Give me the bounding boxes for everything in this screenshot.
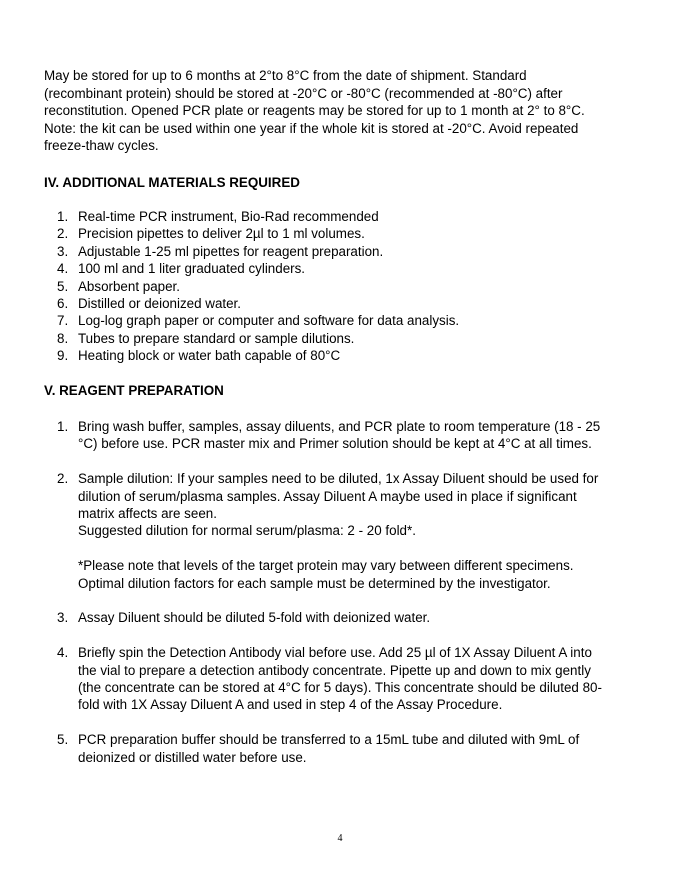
list-item-text: Sample dilution: If your samples need to be diluted, 1x Assay Diluent should be used for	[78, 471, 599, 487]
list-number: 5.	[57, 732, 69, 748]
list-item	[44, 609, 644, 626]
list-item-text: fold with 1X Assay Diluent A and used in step 4 of the Assay Procedure.	[78, 697, 503, 713]
list-item-text: deionized or distilled water before use.	[78, 749, 307, 765]
storage-line: reconstitution. Opened PCR plate or reagents may be stored for up to 1 month at 2° to 8°C.	[44, 103, 585, 119]
list-item	[44, 644, 644, 714]
section-heading-additional-materials: IV. ADDITIONAL MATERIALS REQUIRED	[44, 175, 300, 190]
reagent-preparation-list	[44, 418, 644, 766]
page-number: 4	[337, 833, 343, 844]
list-item-text: PCR preparation buffer should be transferred to a 15mL tube and diluted with 9mL of	[78, 732, 580, 748]
list-item-text: the vial to prepare a detection antibody concentrate. Pipette up and down to mix gently	[78, 662, 591, 678]
list-number: 2.	[57, 226, 69, 242]
list-item-text: Real-time PCR instrument, Bio-Rad recommended	[78, 209, 379, 224]
list-item	[44, 208, 644, 225]
list-item	[44, 330, 644, 347]
list-item-text: Assay Diluent should be diluted 5-fold with deionized water.	[78, 610, 431, 626]
storage-line: (recombinant protein) should be stored at -20°C or -80°C (recommended at -80°C) after	[44, 85, 563, 101]
list-item-text: Precision pipettes to deliver 2µl to 1 ml volumes.	[78, 226, 365, 242]
list-item-text: Adjustable 1-25 ml pipettes for reagent preparation.	[78, 243, 384, 259]
list-number: 9.	[57, 348, 69, 364]
list-item	[44, 278, 644, 295]
list-item-text: matrix affects are seen.	[78, 506, 217, 522]
list-number: 2.	[57, 471, 69, 487]
list-item	[44, 312, 644, 329]
list-item-text: Heating block or water bath capable of 80°C	[78, 348, 341, 364]
list-number: 4.	[57, 261, 69, 277]
list-item-text: Briefly spin the Detection Antibody vial before use. Add 25 µl of 1X Assay Diluent A into	[78, 645, 592, 661]
list-item	[44, 470, 644, 592]
list-item-text: dilution of serum/plasma samples. Assay Diluent A maybe used in place if significant	[78, 488, 577, 504]
storage-paragraph	[44, 67, 644, 155]
storage-line: Note: the kit can be used within one year if the whole kit is stored at -20°C. Avoid repeated	[44, 120, 579, 136]
list-item-text: (the concentrate can be stored at 4°C for 5 days). This concentrate should be diluted 80-	[78, 680, 602, 696]
list-item	[44, 347, 644, 364]
list-item	[44, 260, 644, 277]
list-item	[44, 243, 644, 260]
list-number: 4.	[57, 645, 69, 661]
spacer	[44, 627, 644, 644]
materials-list	[44, 208, 644, 365]
list-number: 8.	[57, 330, 69, 346]
list-item-text: Tubes to prepare standard or sample dilutions.	[78, 330, 355, 346]
list-item-text: Distilled or deionized water.	[78, 296, 242, 312]
list-number: 3.	[57, 610, 69, 626]
list-item-text: Absorbent paper.	[78, 278, 180, 294]
list-item-note: *Please note that levels of the target protein may vary between different specimens.	[78, 558, 574, 574]
list-item	[44, 295, 644, 312]
storage-line: freeze-thaw cycles.	[44, 138, 159, 154]
list-number: 5.	[57, 278, 69, 294]
list-number: 3.	[57, 243, 69, 259]
list-number: 7.	[57, 313, 69, 329]
spacer	[44, 714, 644, 731]
list-item-text: Bring wash buffer, samples, assay diluents, and PCR plate to room temperature (18 - 25	[78, 419, 601, 434]
list-item	[44, 731, 644, 766]
list-item	[44, 225, 644, 242]
list-item-text: 100 ml and 1 liter graduated cylinders.	[78, 261, 306, 277]
list-item	[44, 418, 644, 453]
spacer	[44, 453, 644, 470]
spacer	[44, 592, 644, 609]
spacer	[78, 540, 644, 557]
list-item-note: Optimal dilution factors for each sample must be determined by the investigator.	[78, 575, 551, 591]
section-heading-reagent-preparation: V. REAGENT PREPARATION	[44, 383, 224, 398]
list-item-text: Log-log graph paper or computer and software for data analysis.	[78, 313, 460, 329]
list-number: 1.	[57, 209, 69, 224]
list-number: 1.	[57, 419, 69, 434]
list-item-text: °C) before use. PCR master mix and Primer solution should be kept at 4°C at all times.	[78, 436, 592, 452]
list-item-text: Suggested dilution for normal serum/plasma: 2 - 20 fold*.	[78, 523, 416, 539]
storage-line: May be stored for up to 6 months at 2°to 8°C from the date of shipment. Standard	[44, 68, 527, 83]
list-number: 6.	[57, 296, 69, 312]
